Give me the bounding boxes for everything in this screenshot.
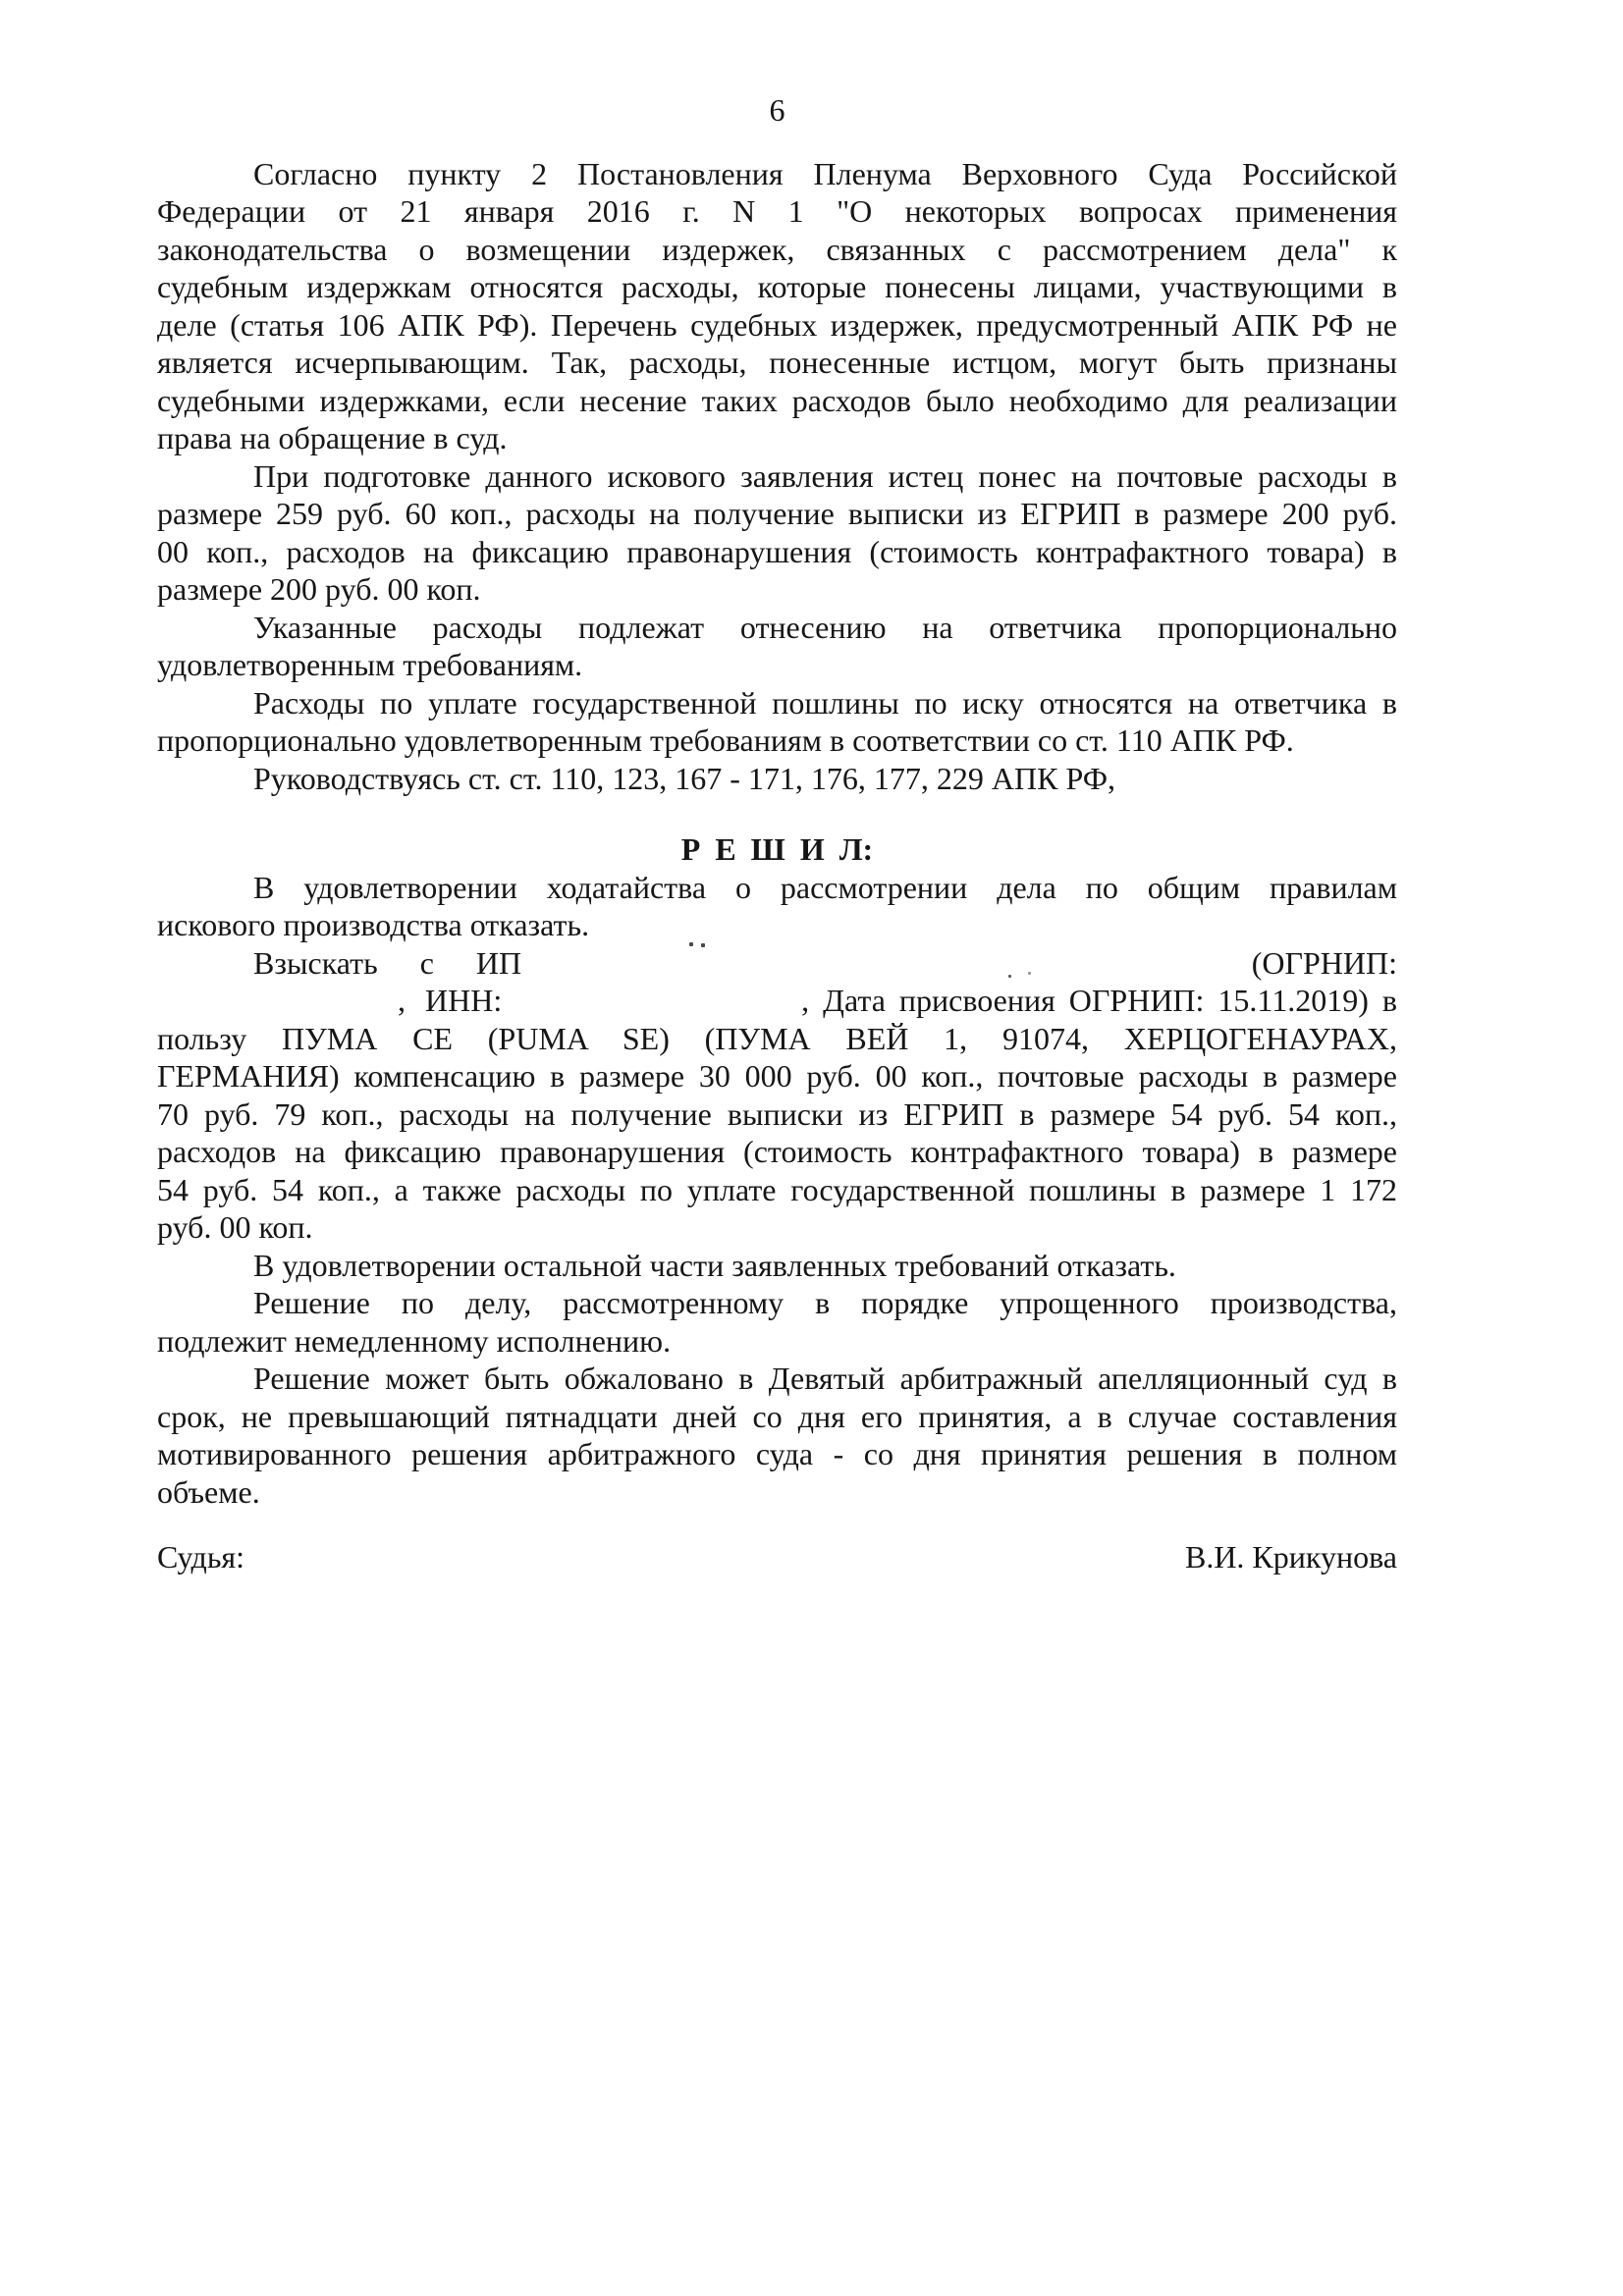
text-line: Расходы по уплате государственной пошлины по иску относятся на ответчика в [253,684,1397,721]
signature-row [157,1538,1397,1576]
inn-label: , ИНН: [398,983,503,1018]
text-line: пользу ПУМА СЕ (PUMA SE) (ПУМА ВЕЙ 1, 91074, ХЕРЦОГЕНАУРАХ, [157,1020,1397,1056]
scan-artifact-dot [689,942,693,946]
paragraph [157,609,1397,684]
text-line: В удовлетворении ходатайства о рассмотрении дела по общим правилам [253,869,1397,905]
paragraph [157,1247,1397,1285]
text-line: Согласно пункту 2 Постановления Пленума Верховного Суда Российской [253,155,1397,191]
text-line: расходов на фиксацию правонарушения (стоимость контрафактного товара) в размере [157,1134,1397,1169]
text-line: пропорционально удовлетворенным требованиям в соответствии со ст. 110 АПК РФ. [157,722,1294,758]
text-line: удовлетворенным требованиям. [157,647,583,682]
recovery-details-line [157,982,1397,1020]
paragraph [157,1284,1397,1360]
text-line: объеме. [157,1473,260,1510]
text-line: является исчерпывающим. Так, расходы, понесенные истцом, могут быть признаны [157,345,1397,380]
judge-name: В.И. Крикунова [1184,1539,1397,1575]
text-line: законодательства о возмещении издержек, связанных с рассмотрением дела" к [157,231,1397,267]
text-line: 54 руб. 54 коп., а также расходы по уплате государственной пошлины в размере 1 172 [157,1171,1397,1207]
paragraph [157,1020,1397,1247]
page-content [157,91,1397,1576]
text-line: Решение по делу, рассмотренному в порядке упрощенного производства, [253,1285,1397,1320]
recovery-party-prefix: Взыскать с ИП [253,944,522,981]
text-line: искового производства отказать. [157,907,590,942]
text-line: Федерации от 21 января 2016 г. N 1 "О некоторых вопросах применения [157,193,1397,229]
paragraph [157,155,1397,457]
text-line: руб. 00 коп. [157,1209,313,1245]
text-line: мотивированного решения арбитражного суда - со дня принятия решения в полном [157,1436,1397,1471]
ogrnip-label: (ОГРНИП: [1251,944,1397,981]
paragraph [157,1360,1397,1511]
scan-artifact-dot [1028,972,1031,975]
paragraph [157,869,1397,944]
text-line: Решение может быть обжаловано в Девятый арбитражный апелляционный суд в [253,1361,1397,1396]
text-line: судебными издержками, если несение таких расходов было необходимо для реализации [157,382,1397,418]
text-line: Руководствуясь ст. ст. 110, 123, 167 - 171, 176, 177, 229 АПК РФ, [253,760,1116,796]
text-line: размере 200 руб. 00 коп. [157,571,481,607]
signature-label: Судья: [157,1539,245,1575]
text-line: 00 коп., расходов на фиксацию правонарушения (стоимость контрафактного товара) в [157,533,1397,569]
text-line: При подготовке данного искового заявления истец понес на почтовые расходы в [253,457,1397,494]
text-line: размере 259 руб. 60 коп., расходы на получение выписки из ЕГРИП в размере 200 руб. [157,496,1397,531]
text-line: Указанные расходы подлежат отнесению на ответчика пропорционально [253,609,1397,645]
text-line: судебным издержкам относятся расходы, которые понесены лицами, участвующими в [157,269,1397,304]
scan-artifact-dot [701,943,705,947]
paragraph [157,684,1397,760]
ogrnip-date-text: , Дата присвоения ОГРНИП: 15.11.2019) в [801,983,1397,1018]
page-number: 6 [769,92,785,128]
text-line: В удовлетворении остальной части заявленных требований отказать. [253,1247,1176,1283]
paragraph [157,457,1397,609]
text-line: деле (статья 106 АПК РФ). Перечень судебных издержек, предусмотренный АПК РФ не [157,306,1397,343]
paragraph [157,760,1397,798]
recovery-party-line [157,944,1397,983]
resolution-heading: Р Е Ш И Л: [680,831,874,867]
text-line: ГЕРМАНИЯ) компенсацию в размере 30 000 руб. 00 коп., почтовые расходы в размере [157,1058,1397,1094]
text-line: 70 руб. 79 коп., расходы на получение выписки из ЕГРИП в размере 54 руб. 54 коп., [157,1095,1397,1132]
scan-artifact-dot [1008,975,1011,978]
text-line: срок, не превышающий пятнадцати дней со дня его принятия, а в случае составления [157,1398,1397,1434]
text-line: права на обращение в суд. [157,420,508,455]
text-line: подлежит немедленному исполнению. [157,1322,672,1359]
